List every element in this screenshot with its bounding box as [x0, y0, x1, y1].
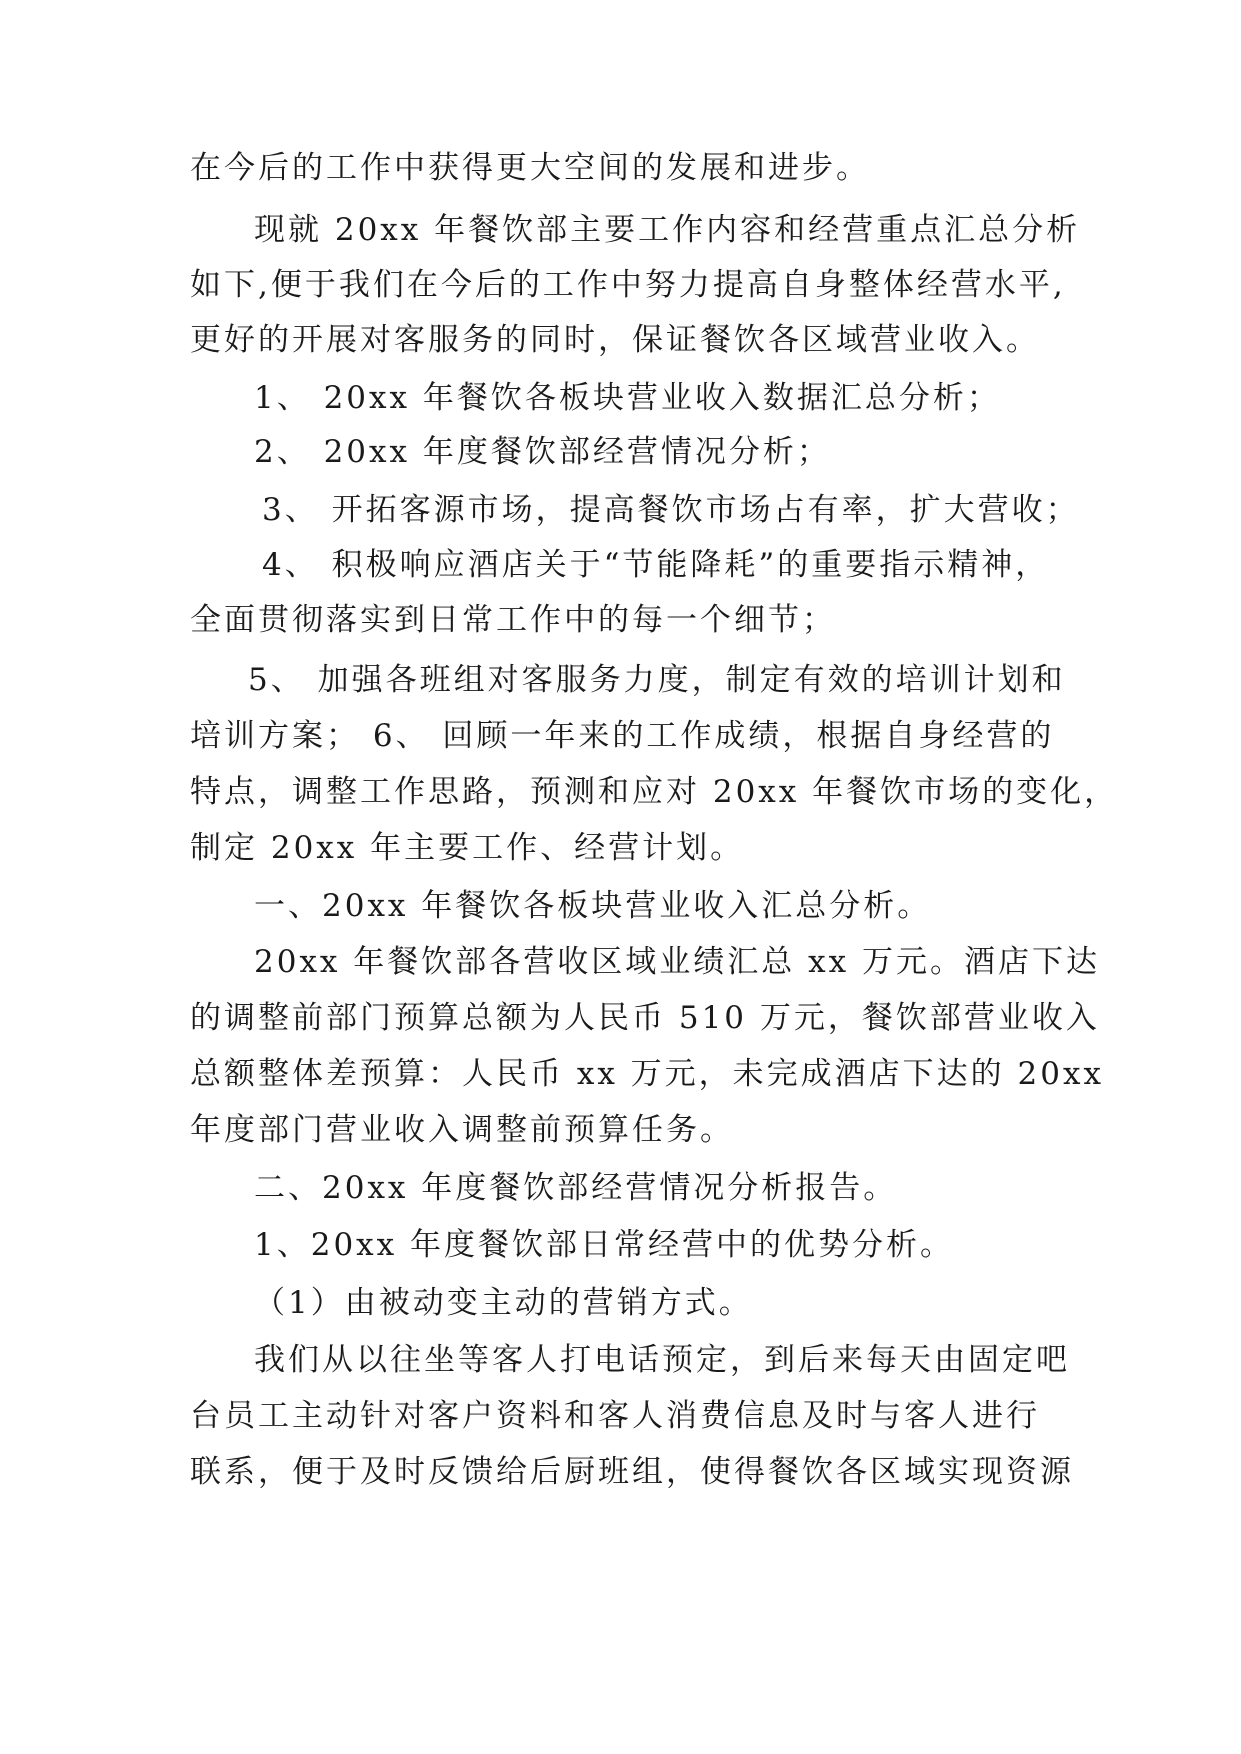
text-line: 总额整体差预算：人民币 xx 万元，未完成酒店下达的 20xx: [190, 1056, 1104, 1092]
section-heading: 二、20xx 年度餐饮部经营情况分析报告。: [254, 1170, 898, 1206]
text-line: 在今后的工作中获得更大空间的发展和进步。: [190, 150, 870, 186]
text-line: 20xx 年餐饮部各营收区域业绩汇总 xx 万元。酒店下达: [254, 944, 1100, 980]
list-item: 4、 积极响应酒店关于“节能降耗”的重要指示精神，: [262, 547, 1050, 583]
text-line: 如下,便于我们在今后的工作中努力提高自身整体经营水平,: [190, 267, 1066, 303]
text-line: 年度部门营业收入调整前预算任务。: [190, 1112, 734, 1148]
text-line: 全面贯彻落实到日常工作中的每一个细节；: [190, 602, 836, 638]
subsection-heading: 1、20xx 年度餐饮部日常经营中的优势分析。: [254, 1227, 954, 1263]
section-heading: 一、20xx 年餐饮各板块营业收入汇总分析。: [254, 888, 932, 924]
text-line: 的调整前部门预算总额为人民币 510 万元，餐饮部营业收入: [190, 1000, 1100, 1036]
text-line: 现就 20xx 年餐饮部主要工作内容和经营重点汇总分析: [254, 212, 1081, 248]
text-line: 培训方案； 6、 回顾一年来的工作成绩，根据自身经营的: [190, 718, 1055, 754]
list-item: 5、 加强各班组对客服务力度，制定有效的培训计划和: [248, 662, 1066, 698]
subsection-heading: （1）由被动变主动的营销方式。: [254, 1285, 753, 1321]
text-line: 特点，调整工作思路，预测和应对 20xx 年餐饮市场的变化，: [190, 774, 1119, 810]
text-line: 制定 20xx 年主要工作、经营计划。: [190, 830, 745, 866]
text-line: 联系，便于及时反馈给后厨班组，使得餐饮各区域实现资源: [190, 1454, 1074, 1490]
list-item: 1、 20xx 年餐饮各板块营业收入数据汇总分析；: [254, 380, 1001, 416]
text-line: 台员工主动针对客户资料和客人消费信息及时与客人进行: [190, 1398, 1040, 1434]
list-item: 3、 开拓客源市场，提高餐饮市场占有率，扩大营收；: [262, 492, 1080, 528]
text-line: 我们从以往坐等客人打电话预定，到后来每天由固定吧: [254, 1342, 1070, 1378]
text-line: 更好的开展对客服务的同时，保证餐饮各区域营业收入。: [190, 322, 1040, 358]
list-item: 2、 20xx 年度餐饮部经营情况分析；: [254, 434, 831, 470]
